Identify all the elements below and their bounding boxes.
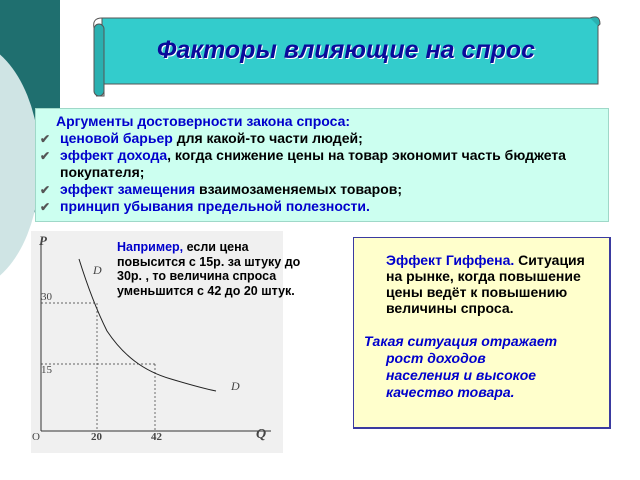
giffen-note-line: населения и высокое	[386, 367, 537, 383]
giffen-box	[353, 237, 611, 429]
argument-text: .	[366, 198, 370, 214]
argument-text: , когда снижение цены на товар экономит часть бюджета покупателя;	[60, 147, 566, 180]
argument-text: для какой-то части людей;	[172, 130, 363, 146]
x-tick-label: 20	[91, 431, 102, 443]
giffen-title: Эффект Гиффена.	[386, 252, 515, 268]
arguments-list	[40, 130, 600, 215]
list-item	[40, 181, 600, 198]
checkmark-bullet-icon: ✔	[40, 149, 51, 163]
arguments-heading: Аргументы достоверности закона спроса:	[56, 113, 351, 129]
argument-text: взаимозаменяемых товаров;	[195, 181, 403, 197]
checkmark-bullet-icon: ✔	[40, 200, 51, 214]
title-scroll	[90, 10, 602, 98]
curve-label-bottom: D	[231, 379, 240, 393]
example-text	[117, 240, 317, 298]
giffen-note	[364, 333, 604, 401]
giffen-body: Ситуация на рынке, когда повышение цены ведёт к повышению величины спроса.	[386, 252, 585, 316]
page-title: Факторы влияющие на спрос	[156, 36, 536, 64]
checkmark-bullet-icon: ✔	[40, 132, 51, 146]
argument-highlight: эффект дохода	[60, 147, 168, 163]
giffen-note-line: рост доходов	[386, 350, 486, 366]
list-item	[40, 198, 600, 215]
argument-highlight: принцип убывания предельной полезности	[60, 198, 367, 214]
argument-highlight: ценовой барьер	[60, 130, 173, 146]
giffen-definition	[386, 252, 604, 316]
list-item	[40, 130, 600, 147]
y-axis-label: P	[39, 233, 47, 248]
y-tick-label: 15	[41, 364, 52, 376]
example-lead: Например,	[117, 240, 184, 254]
argument-highlight: эффект замещения	[60, 181, 196, 197]
origin-label: O	[32, 431, 40, 443]
curve-label-top: D	[93, 263, 102, 277]
example-body: если цена повысится с 15р. за штуку до 30р. , то величина спроса уменьшится с 42 до 20 штук.	[117, 240, 301, 298]
checkmark-bullet-icon: ✔	[40, 183, 51, 197]
x-axis-label: Q	[256, 427, 267, 442]
giffen-note-line: качество товара.	[386, 384, 515, 400]
arguments-box	[35, 108, 609, 222]
giffen-note-line: Такая ситуация отражает	[364, 333, 558, 349]
x-tick-label: 42	[151, 431, 162, 443]
list-item	[40, 147, 600, 181]
y-tick-label: 30	[41, 291, 52, 303]
